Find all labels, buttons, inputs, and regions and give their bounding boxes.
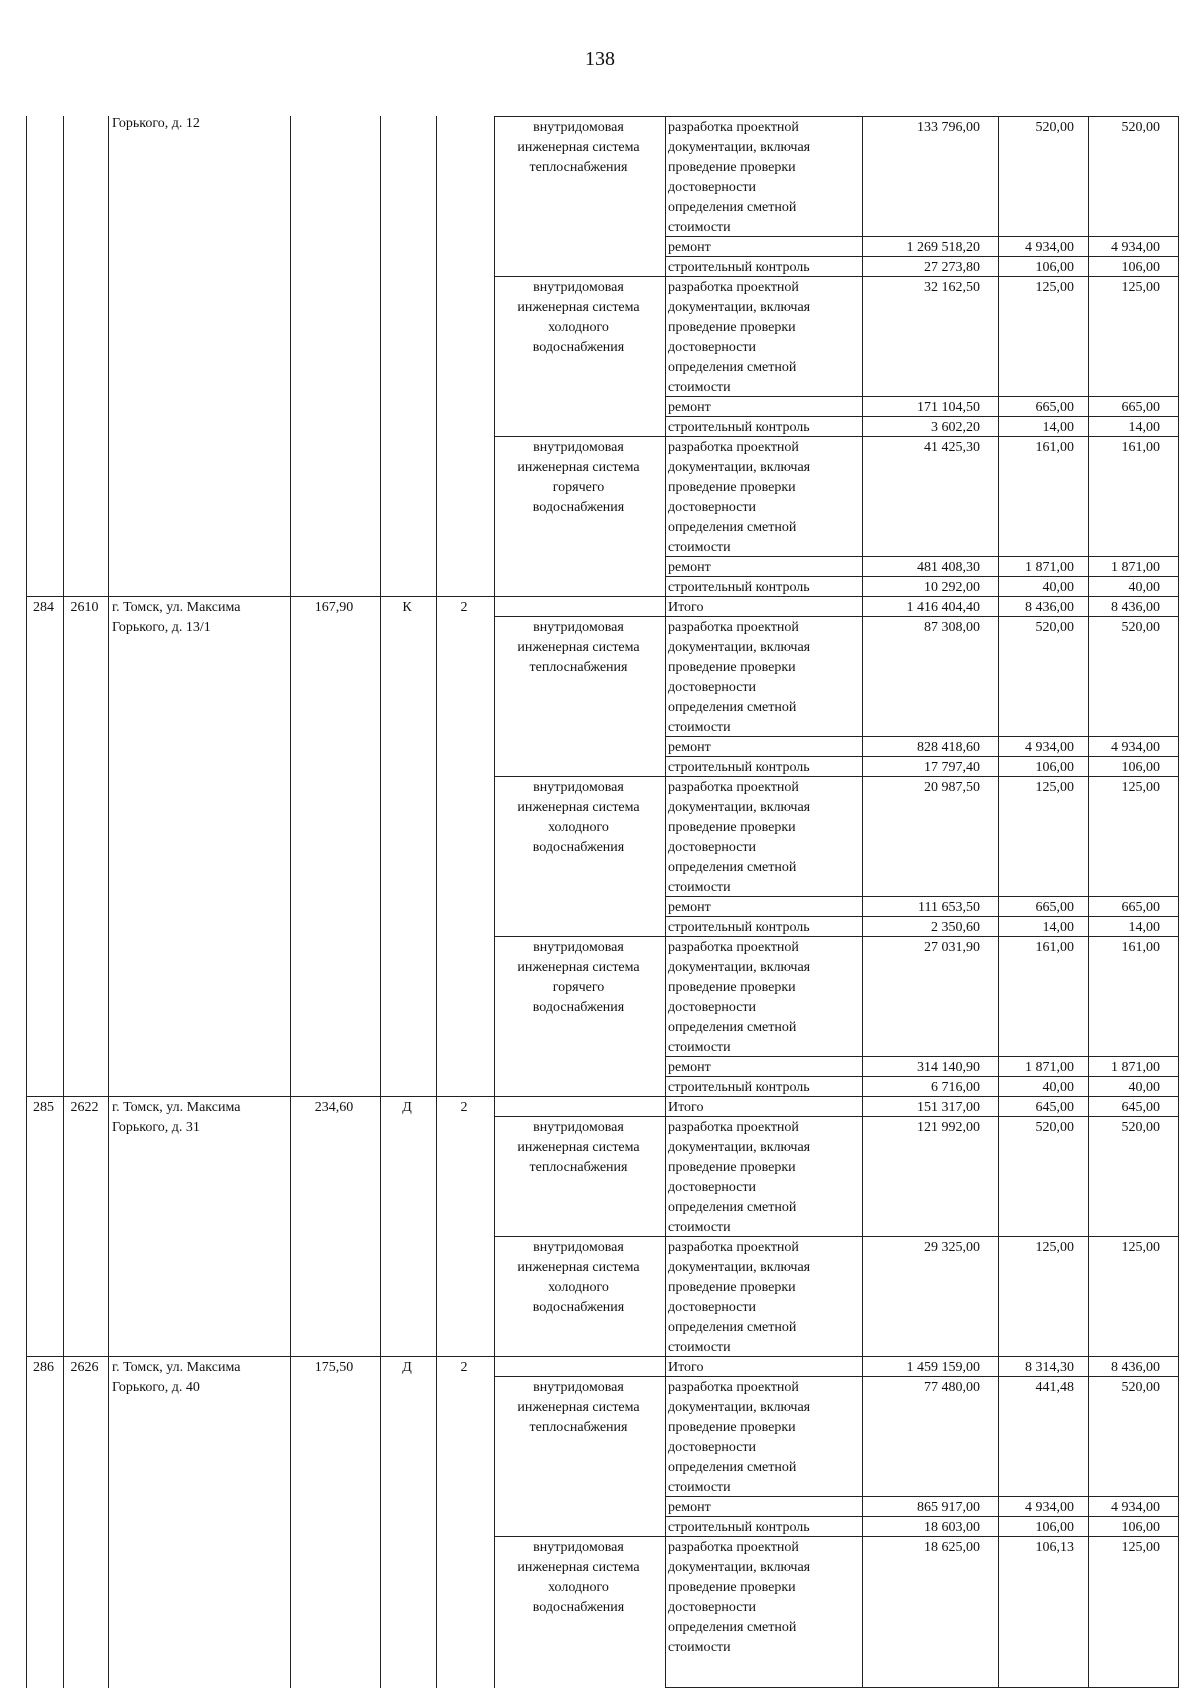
work-limit: 520,00 [1121,120,1160,135]
system-name: теплоснабжения [529,1420,628,1435]
column-line [290,116,291,597]
work-name: определения сметной [668,1460,797,1475]
column-line [380,1096,381,1357]
column-line [494,596,495,1097]
work-name: достоверности [668,840,757,855]
work-cost: 314 140,90 [917,1060,980,1075]
column-line [1088,596,1089,1097]
house-code: 2610 [70,600,99,615]
work-cost: 32 162,50 [924,280,980,295]
work-cost: 865 917,00 [917,1500,980,1515]
work-unit-cost: 40,00 [1042,580,1074,595]
work-name: достоверности [668,180,757,195]
work-unit-cost: 665,00 [1035,900,1074,915]
system-name: внутридомовая [533,120,624,135]
row-number: 285 [33,1100,54,1115]
system-name: внутридомовая [533,1380,624,1395]
work-unit-cost: 520,00 [1035,1120,1074,1135]
column-line [380,1356,381,1688]
system-name: водоснабжения [532,1600,625,1615]
work-name: разработка проектной [668,1380,799,1395]
work-cost: 111 653,50 [918,900,980,915]
work-name: стоимости [668,1220,731,1235]
work-row-border [665,256,1179,257]
work-name: стоимости [668,380,731,395]
work-cost: 20 987,50 [924,780,980,795]
system-name: инженерная система [517,1260,640,1275]
work-cost: 3 602,20 [931,420,980,435]
work-unit-cost: 106,00 [1035,260,1074,275]
column-line [665,1356,666,1688]
work-name: строительный контроль [668,260,810,275]
work-row-border [665,236,1179,237]
work-name: строительный контроль [668,1520,810,1535]
work-unit-cost: 161,00 [1035,440,1074,455]
column-line [436,596,437,1097]
work-name: достоверности [668,1180,757,1195]
work-limit: 106,00 [1121,760,1160,775]
house-code: 2626 [70,1360,99,1375]
work-unit-cost: 106,13 [1035,1540,1074,1555]
work-name: проведение проверки [668,160,796,175]
work-unit-cost: 441,48 [1035,1380,1074,1395]
work-row-border [665,736,1179,737]
work-limit: 4 934,00 [1111,240,1160,255]
system-name: внутридомовая [533,780,624,795]
work-name: ремонт [668,240,711,255]
work-cost: 6 716,00 [931,1080,980,1095]
house-category: К [402,600,412,615]
house-area: 167,90 [314,600,354,615]
work-name: достоверности [668,1300,757,1315]
work-cost: 18 625,00 [924,1540,980,1555]
column-line [862,1096,863,1357]
work-name: строительный контроль [668,420,810,435]
house-row-border [26,596,1179,597]
work-name: проведение проверки [668,320,796,335]
work-cost: 1 269 518,20 [906,240,980,255]
column-line [108,1096,109,1357]
work-name: достоверности [668,500,757,515]
work-name: документации, включая [668,140,811,155]
work-name: определения сметной [668,200,797,215]
work-name: стоимости [668,220,731,235]
total-limit: 8 436,00 [1111,1360,1160,1375]
work-cost: 29 325,00 [924,1240,980,1255]
column-line [26,596,27,1097]
work-name: стоимости [668,1340,731,1355]
table-bottom-border [665,1687,1179,1688]
system-border [494,936,1179,937]
work-unit-cost: 14,00 [1042,920,1074,935]
work-limit: 4 934,00 [1111,740,1160,755]
work-name: ремонт [668,740,711,755]
work-name: стоимости [668,720,731,735]
work-name: документации, включая [668,460,811,475]
column-line [63,1356,64,1688]
work-name: ремонт [668,1500,711,1515]
work-cost: 171 104,50 [917,400,980,415]
system-name: инженерная система [517,460,640,475]
column-line [1178,596,1179,1097]
work-name: строительный контроль [668,1080,810,1095]
column-line [494,1356,495,1688]
system-border [494,776,1179,777]
work-name: документации, включая [668,1400,811,1415]
work-unit-cost: 665,00 [1035,400,1074,415]
work-unit-cost: 40,00 [1042,1080,1074,1095]
work-limit: 4 934,00 [1111,1500,1160,1515]
work-row-border [665,576,1179,577]
work-limit: 106,00 [1121,1520,1160,1535]
work-limit: 1 871,00 [1111,1060,1160,1075]
column-line [1088,116,1089,597]
house-address: г. Томск, ул. Максима [112,1100,241,1115]
house-row-border [26,1356,1179,1357]
work-name: проведение проверки [668,1280,796,1295]
work-cost: 18 603,00 [924,1520,980,1535]
system-name: инженерная система [517,140,640,155]
work-limit: 520,00 [1121,1120,1160,1135]
system-name: теплоснабжения [529,660,628,675]
column-line [998,1356,999,1688]
work-name: ремонт [668,1060,711,1075]
system-name: водоснабжения [532,840,625,855]
house-code: 2622 [70,1100,99,1115]
work-cost: 27 031,90 [924,940,980,955]
column-line [862,116,863,597]
table-top-border [494,116,1179,117]
house-address: Горького, д. 13/1 [112,620,211,635]
work-limit: 125,00 [1121,280,1160,295]
column-line [998,116,999,597]
work-limit: 125,00 [1121,1540,1160,1555]
work-unit-cost: 4 934,00 [1025,740,1074,755]
house-area: 234,60 [314,1100,354,1115]
work-name: разработка проектной [668,940,799,955]
work-cost: 41 425,30 [924,440,980,455]
column-line [665,596,666,1097]
work-row-border [665,396,1179,397]
house-row-border [26,1096,1179,1097]
work-unit-cost: 1 871,00 [1025,560,1074,575]
column-line [436,1096,437,1357]
house-stage: 2 [460,600,468,615]
column-line [665,1096,666,1357]
house-address: г. Томск, ул. Максима [112,600,241,615]
work-row-border [665,556,1179,557]
work-limit: 161,00 [1121,940,1160,955]
system-name: холодного [548,1280,609,1295]
house-stage: 2 [460,1360,468,1375]
column-line [26,1096,27,1357]
total-label: Итого [668,1100,704,1115]
work-name: разработка проектной [668,780,799,795]
work-unit-cost: 520,00 [1035,120,1074,135]
system-name: горячего [552,480,605,495]
total-label: Итого [668,600,704,615]
work-name: проведение проверки [668,820,796,835]
house-address: г. Томск, ул. Максима [112,1360,241,1375]
column-line [1178,1096,1179,1357]
work-name: достоверности [668,1440,757,1455]
total-cost: 1 459 159,00 [906,1360,980,1375]
work-unit-cost: 125,00 [1035,280,1074,295]
work-limit: 14,00 [1128,920,1160,935]
house-address: Горького, д. 40 [112,1380,200,1395]
page-number: 138 [585,48,615,70]
work-limit: 125,00 [1121,1240,1160,1255]
work-name: проведение проверки [668,1580,796,1595]
work-name: достоверности [668,1000,757,1015]
system-name: инженерная система [517,300,640,315]
system-name: водоснабжения [532,500,625,515]
system-name: внутридомовая [533,1540,624,1555]
system-name: водоснабжения [532,1300,625,1315]
system-name: горячего [552,980,605,995]
work-limit: 161,00 [1121,440,1160,455]
work-name: разработка проектной [668,280,799,295]
work-row-border [665,896,1179,897]
column-line [63,596,64,1097]
work-unit-cost: 4 934,00 [1025,1500,1074,1515]
total-label: Итого [668,1360,704,1375]
column-line [1178,116,1179,597]
work-name: достоверности [668,1600,757,1615]
column-line [1088,1356,1089,1688]
work-limit: 40,00 [1128,580,1160,595]
work-cost: 17 797,40 [924,760,980,775]
work-row-border [665,916,1179,917]
work-unit-cost: 4 934,00 [1025,240,1074,255]
house-address: Горького, д. 31 [112,1120,200,1135]
work-name: проведение проверки [668,660,796,675]
column-line [862,1356,863,1688]
column-line [26,116,27,597]
work-name: документации, включая [668,1140,811,1155]
work-name: достоверности [668,680,757,695]
work-name: определения сметной [668,700,797,715]
system-name: внутридомовая [533,1240,624,1255]
work-row-border [665,1496,1179,1497]
work-row-border [665,1076,1179,1077]
house-category: Д [402,1100,412,1115]
work-row-border [665,416,1179,417]
system-name: инженерная система [517,800,640,815]
column-line [108,1356,109,1688]
work-unit-cost: 106,00 [1035,760,1074,775]
work-name: определения сметной [668,520,797,535]
column-line [665,116,666,597]
column-line [290,596,291,1097]
column-line [862,596,863,1097]
system-name: инженерная система [517,1400,640,1415]
work-name: проведение проверки [668,1420,796,1435]
column-line [494,1096,495,1357]
work-name: стоимости [668,880,731,895]
system-name: холодного [548,1580,609,1595]
work-limit: 40,00 [1128,1080,1160,1095]
work-row-border [665,756,1179,757]
work-cost: 121 992,00 [917,1120,980,1135]
column-line [380,116,381,597]
row-number: 286 [33,1360,54,1375]
work-name: проведение проверки [668,980,796,995]
work-unit-cost: 1 871,00 [1025,1060,1074,1075]
work-cost: 77 480,00 [924,1380,980,1395]
work-name: разработка проектной [668,440,799,455]
work-name: разработка проектной [668,1120,799,1135]
work-limit: 125,00 [1121,780,1160,795]
system-border [494,1116,1179,1117]
system-name: водоснабжения [532,1000,625,1015]
work-name: проведение проверки [668,480,796,495]
work-name: стоимости [668,1640,731,1655]
work-name: определения сметной [668,1020,797,1035]
system-name: внутридомовая [533,1120,624,1135]
work-row-border [665,1056,1179,1057]
total-unit-cost: 8 314,30 [1025,1360,1074,1375]
system-name: инженерная система [517,1560,640,1575]
column-line [108,116,109,597]
house-stage: 2 [460,1100,468,1115]
work-name: проведение проверки [668,1160,796,1175]
system-name: холодного [548,320,609,335]
system-border [494,616,1179,617]
total-limit: 8 436,00 [1111,600,1160,615]
work-cost: 2 350,60 [931,920,980,935]
work-cost: 133 796,00 [917,120,980,135]
column-line [380,596,381,1097]
work-cost: 828 418,60 [917,740,980,755]
system-name: внутридомовая [533,940,624,955]
total-cost: 1 416 404,40 [906,600,980,615]
work-unit-cost: 161,00 [1035,940,1074,955]
work-unit-cost: 125,00 [1035,780,1074,795]
column-line [494,116,495,597]
work-name: ремонт [668,400,711,415]
total-unit-cost: 8 436,00 [1025,600,1074,615]
system-name: инженерная система [517,640,640,655]
work-name: определения сметной [668,1200,797,1215]
work-name: ремонт [668,900,711,915]
work-limit: 665,00 [1121,400,1160,415]
work-name: определения сметной [668,1620,797,1635]
work-name: определения сметной [668,360,797,375]
work-limit: 520,00 [1121,1380,1160,1395]
work-name: достоверности [668,340,757,355]
column-line [998,1096,999,1357]
system-border [494,276,1179,277]
work-cost: 27 273,80 [924,260,980,275]
system-name: водоснабжения [532,340,625,355]
work-unit-cost: 106,00 [1035,1520,1074,1535]
system-border [494,1236,1179,1237]
work-name: документации, включая [668,800,811,815]
system-name: теплоснабжения [529,160,628,175]
work-name: строительный контроль [668,760,810,775]
system-border [494,436,1179,437]
work-name: определения сметной [668,1320,797,1335]
column-line [63,1096,64,1357]
work-limit: 14,00 [1128,420,1160,435]
house-address: Горького, д. 12 [112,116,200,131]
work-name: разработка проектной [668,620,799,635]
column-line [26,1356,27,1688]
work-name: стоимости [668,1040,731,1055]
system-border [494,1536,1179,1537]
work-limit: 1 871,00 [1111,560,1160,575]
column-line [998,596,999,1097]
work-limit: 665,00 [1121,900,1160,915]
work-name: строительный контроль [668,920,810,935]
work-name: разработка проектной [668,120,799,135]
row-number: 284 [33,600,54,615]
column-line [290,1356,291,1688]
system-name: внутридомовая [533,620,624,635]
work-unit-cost: 14,00 [1042,420,1074,435]
work-name: определения сметной [668,860,797,875]
work-name: строительный контроль [668,580,810,595]
column-line [63,116,64,597]
work-name: разработка проектной [668,1540,799,1555]
house-area: 175,50 [314,1360,354,1375]
column-line [290,1096,291,1357]
system-name: инженерная система [517,960,640,975]
system-name: внутридомовая [533,440,624,455]
house-category: Д [402,1360,412,1375]
column-line [1178,1356,1179,1688]
work-unit-cost: 520,00 [1035,620,1074,635]
work-name: документации, включая [668,1560,811,1575]
work-name: документации, включая [668,1260,811,1275]
work-name: стоимости [668,540,731,555]
work-name: документации, включая [668,640,811,655]
system-name: инженерная система [517,1140,640,1155]
system-name: теплоснабжения [529,1160,628,1175]
work-name: стоимости [668,1480,731,1495]
column-line [1088,1096,1089,1357]
total-unit-cost: 645,00 [1035,1100,1074,1115]
work-unit-cost: 125,00 [1035,1240,1074,1255]
total-cost: 151 317,00 [917,1100,980,1115]
system-border [494,1376,1179,1377]
work-limit: 520,00 [1121,620,1160,635]
work-cost: 10 292,00 [924,580,980,595]
total-limit: 645,00 [1121,1100,1160,1115]
column-line [436,116,437,597]
work-limit: 106,00 [1121,260,1160,275]
column-line [108,596,109,1097]
work-name: ремонт [668,560,711,575]
work-cost: 481 408,30 [917,560,980,575]
work-row-border [665,1516,1179,1517]
system-name: холодного [548,820,609,835]
work-name: документации, включая [668,300,811,315]
column-line [436,1356,437,1688]
work-name: документации, включая [668,960,811,975]
system-name: внутридомовая [533,280,624,295]
work-cost: 87 308,00 [924,620,980,635]
work-name: разработка проектной [668,1240,799,1255]
